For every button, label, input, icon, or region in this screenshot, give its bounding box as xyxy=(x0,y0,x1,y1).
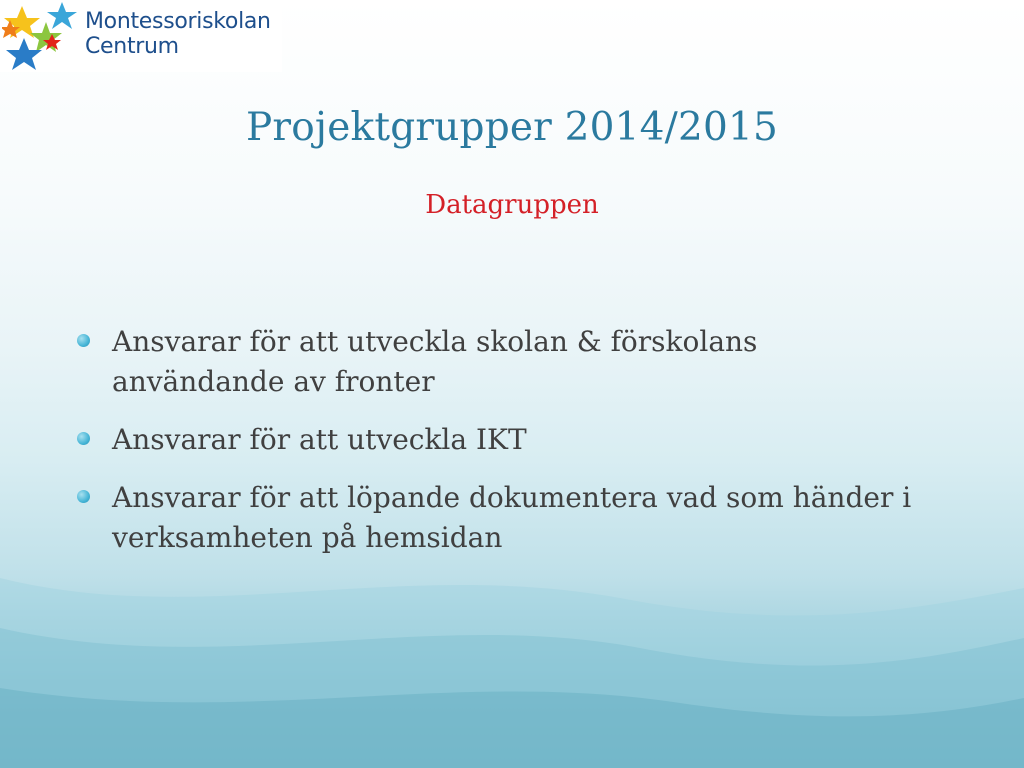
stars-logo-icon xyxy=(2,0,84,72)
bullet-text: Ansvarar för att löpande dokumentera vad som händer i verksamheten på hemsidan xyxy=(112,481,912,554)
slide-subtitle: Datagruppen xyxy=(425,190,599,220)
bullet-dot-icon xyxy=(77,490,90,503)
bullet-dot-icon xyxy=(77,334,90,347)
bullet-text: Ansvarar för att utveckla IKT xyxy=(112,423,527,456)
bullet-item xyxy=(74,322,934,402)
logo-line-2: Centrum xyxy=(85,34,179,59)
bullet-text: Ansvarar för att utveckla skolan & förskolans användande av fronter xyxy=(112,325,758,398)
logo-line-1: Montessoriskolan xyxy=(85,9,271,34)
bullet-dot-icon xyxy=(77,432,90,445)
bullet-list xyxy=(74,322,934,576)
slide-title: Projektgrupper 2014/2015 xyxy=(245,105,779,150)
logo-text xyxy=(85,9,271,59)
bullet-item xyxy=(74,478,934,558)
bullet-item xyxy=(74,420,934,460)
school-logo xyxy=(0,0,282,72)
